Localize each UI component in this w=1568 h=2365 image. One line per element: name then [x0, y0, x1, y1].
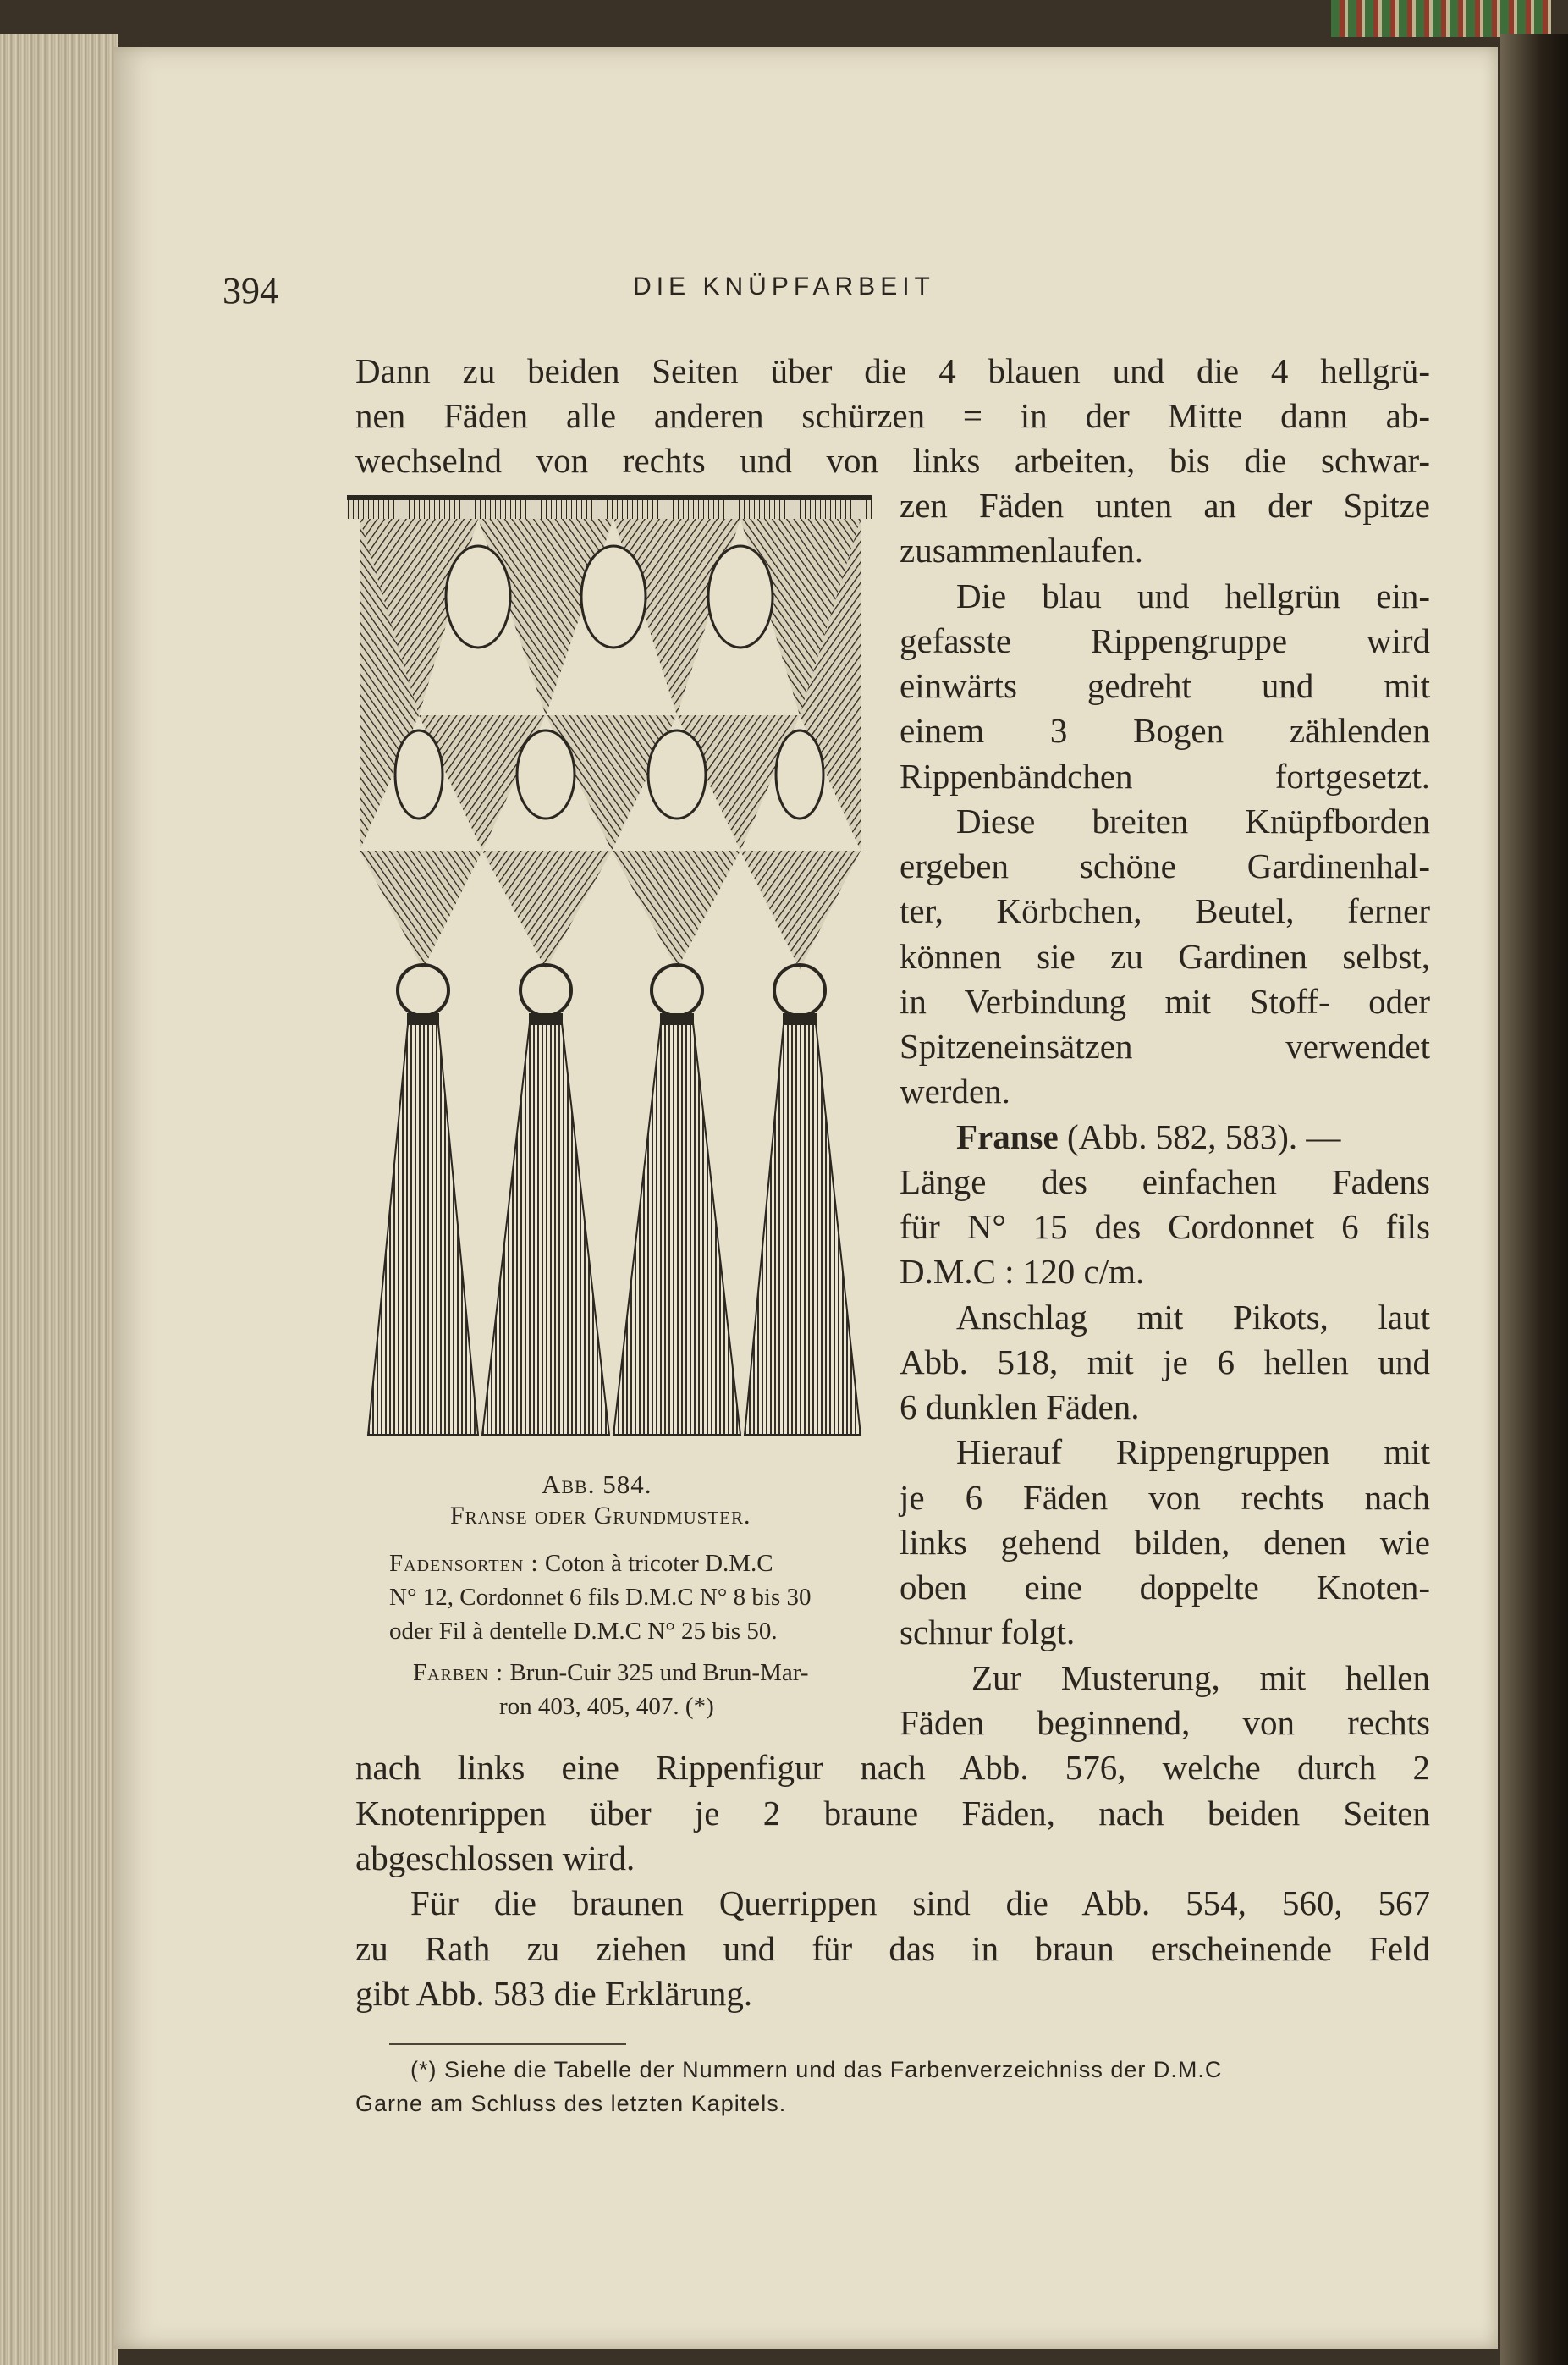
body-line: ter, Körbchen, Beutel, ferner: [900, 891, 1430, 930]
figure-title: Franse oder Grundmuster.: [450, 1502, 751, 1530]
body-line: Abb. 518, mit je 6 hellen und: [900, 1342, 1430, 1381]
materials-line: Fadensorten : Coton à tricoter D.M.C: [389, 1550, 773, 1577]
body-line: links gehend bilden, denen wie: [900, 1523, 1430, 1562]
body-line: nen Fäden alle anderen schürzen = in der Mitte dann ab-: [355, 396, 1430, 435]
figure-label: Abb. 584.: [542, 1469, 652, 1499]
page-number: 394: [223, 270, 278, 311]
body-line: Rippenbändchen fortgesetzt.: [900, 757, 1430, 796]
body-line: gefasste Rippengruppe wird: [900, 621, 1430, 660]
colors-line: ron 403, 405, 407. (*): [499, 1693, 714, 1720]
body-line: können sie zu Gardinen selbst,: [900, 937, 1430, 976]
body-line: gibt Abb. 583 die Erklärung.: [355, 1974, 753, 2013]
franse-heading: Franse: [956, 1117, 1059, 1156]
body-line: in Verbindung mit Stoff- oder: [900, 982, 1430, 1021]
body-line: wechselnd von rechts und von links arbeiten, bis die schwar-: [355, 441, 1430, 480]
footnote-line: Garne am Schluss des letzten Kapitels.: [355, 2091, 787, 2116]
body-line: Länge des einfachen Fadens: [900, 1162, 1430, 1201]
bookmark-ribbon: [1331, 0, 1551, 37]
body-line: oben eine doppelte Knoten-: [900, 1568, 1430, 1607]
franse-line: [956, 1117, 1430, 1156]
materials-line: N° 12, Cordonnet 6 fils D.M.C N° 8 bis 30: [389, 1584, 812, 1611]
fringe-illustration: [343, 495, 876, 1456]
body-line: Diese breiten Knüpfborden: [956, 802, 1430, 841]
body-line: einwärts gedreht und mit: [900, 666, 1430, 705]
body-line: Fäden beginnend, von rechts: [900, 1703, 1430, 1742]
franse-reference: (Abb. 582, 583). —: [1058, 1117, 1341, 1156]
colors-label: Farben :: [413, 1659, 504, 1686]
book-cover-edge: [1500, 34, 1568, 2365]
materials-line: oder Fil à dentelle D.M.C N° 25 bis 50.: [389, 1618, 778, 1645]
body-line: Anschlag mit Pikots, laut: [956, 1298, 1430, 1337]
body-line: nach links eine Rippenfigur nach Abb. 576, welche durch 2: [355, 1748, 1430, 1787]
body-line: Knotenrippen über je 2 braune Fäden, nach beiden Seiten: [355, 1794, 1430, 1833]
body-line: abgeschlossen wird.: [355, 1839, 635, 1877]
body-line: je 6 Fäden von rechts nach: [900, 1478, 1430, 1517]
body-line: werden.: [900, 1072, 1010, 1111]
colors-line: Farben : Brun-Cuir 325 und Brun-Mar-: [413, 1659, 809, 1686]
body-line: ergeben schöne Gardinenhal-: [900, 846, 1430, 885]
body-line: für N° 15 des Cordonnet 6 fils: [900, 1207, 1430, 1246]
body-line: Spitzeneinsätzen verwendet: [900, 1027, 1430, 1066]
body-line: Hierauf Rippengruppen mit: [956, 1432, 1430, 1471]
body-line: zu Rath zu ziehen und für das in braun erscheinende Feld: [355, 1929, 1430, 1968]
body-line: zen Fäden unten an der Spitze: [900, 486, 1430, 525]
footnote-line: (*) Siehe die Tabelle der Nummern und das Farbenverzeichniss der D.M.C: [410, 2057, 1223, 2082]
body-line: 6 dunklen Fäden.: [900, 1387, 1140, 1426]
materials-label: Fadensorten :: [389, 1550, 539, 1577]
body-line: Zur Musterung, mit hellen: [971, 1658, 1430, 1697]
footnote-rule: [389, 2043, 626, 2045]
body-line: D.M.C : 120 c/m.: [900, 1252, 1145, 1291]
body-line: Für die braunen Querrippen sind die Abb. 554, 560, 567: [410, 1883, 1430, 1922]
book-page-edges: [0, 34, 118, 2365]
body-line: schnur folgt.: [900, 1612, 1076, 1651]
running-title: DIE KNÜPFARBEIT: [633, 273, 935, 300]
body-line: Die blau und hellgrün ein-: [956, 576, 1430, 615]
body-line: zusammenlaufen.: [900, 531, 1144, 570]
body-line: Dann zu beiden Seiten über die 4 blauen und die 4 hellgrü-: [355, 351, 1430, 390]
body-line: einem 3 Bogen zählenden: [900, 711, 1430, 750]
